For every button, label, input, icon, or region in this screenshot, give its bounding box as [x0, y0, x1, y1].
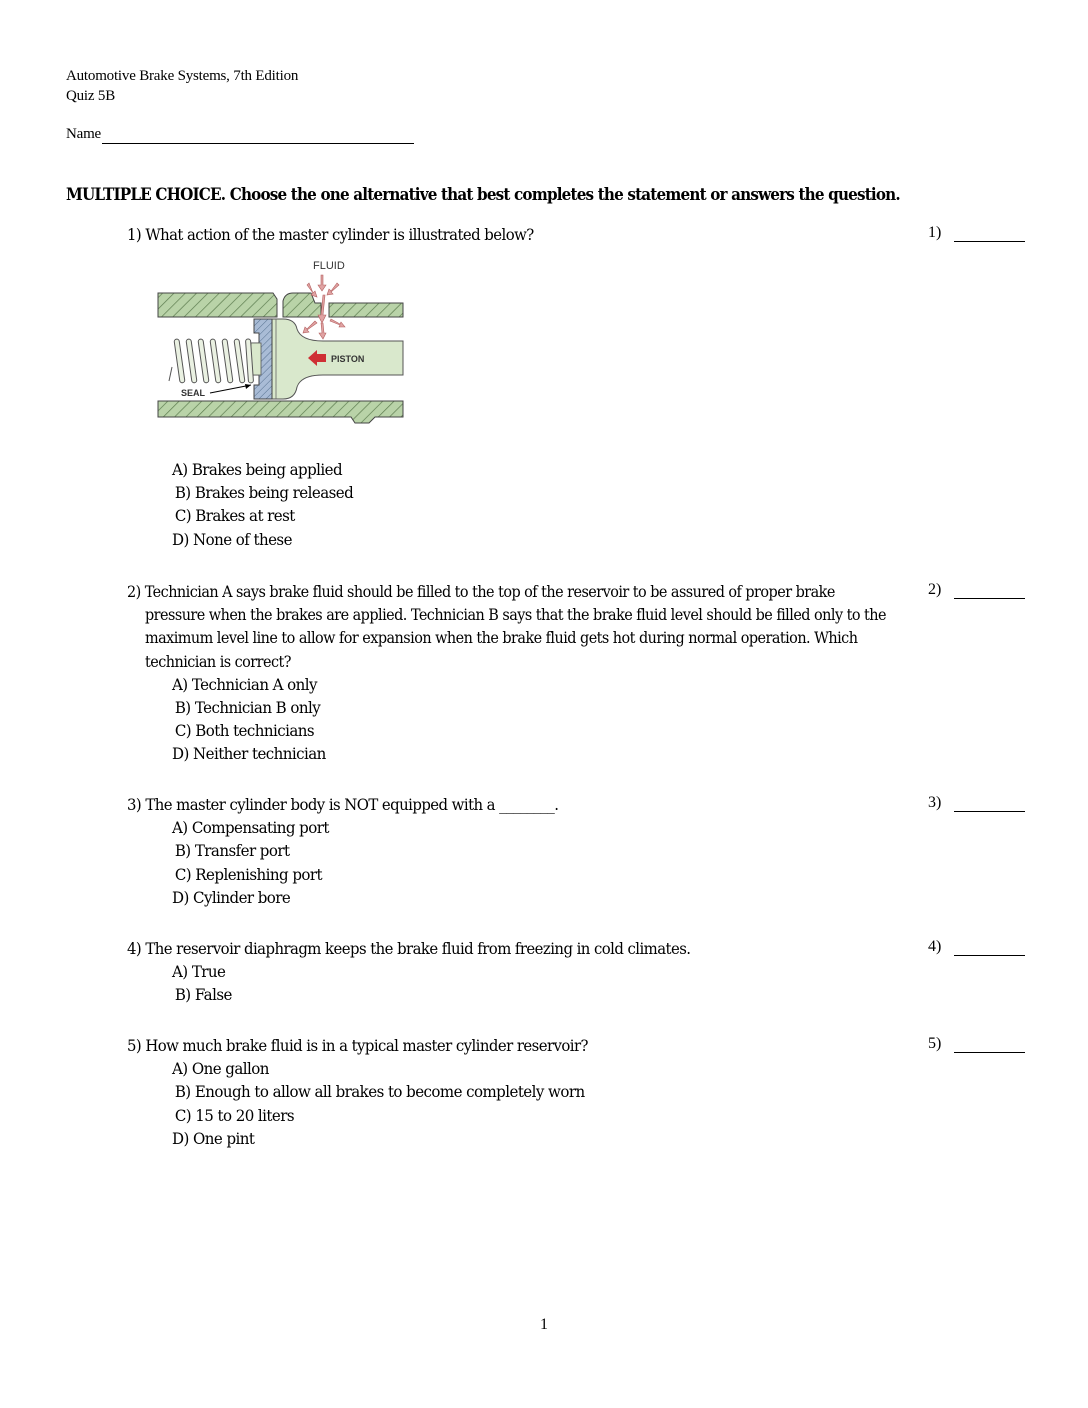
answer-line[interactable] [954, 794, 1025, 812]
question-text: 5) How much brake fluid is in a typical master cylinder reservoir? [127, 1036, 588, 1055]
option-c: C) Brakes at rest [174, 506, 295, 526]
question-text: 4) The reservoir diaphragm keeps the brake fluid from freezing in cold climates. [127, 939, 691, 958]
option-d: D) None of these [172, 529, 292, 549]
option-a: A) One gallon [172, 1059, 269, 1079]
answer-number: 4) [928, 938, 942, 955]
option-c: C) Both technicians [174, 721, 315, 741]
page-number: 1 [540, 1316, 548, 1333]
section-instructions: MULTIPLE CHOICE. Choose the one alternative that best completes the statement or answers the question. [66, 185, 900, 204]
answer-blank-4[interactable] [928, 938, 1025, 956]
answer-blank-1[interactable] [928, 224, 1025, 242]
cylinder-wall-top-left [158, 293, 277, 317]
option-b: B) False [174, 985, 232, 1005]
question-5 [127, 1034, 623, 1150]
answer-line[interactable] [954, 224, 1025, 242]
option-d: D) Cylinder bore [172, 887, 291, 907]
answer-blank-5[interactable] [928, 1035, 1025, 1053]
question-text: 1) What action of the master cylinder is illustrated below? [127, 225, 534, 244]
course-title: Automotive Brake Systems, 7th Edition [66, 68, 299, 84]
answer-number: 2) [928, 581, 942, 598]
option-a: A) Compensating port [172, 818, 329, 838]
answer-blank-3[interactable] [928, 794, 1025, 812]
question-4 [127, 937, 733, 1007]
fluid-label: FLUID [313, 260, 345, 272]
option-a: A) True [172, 962, 226, 982]
quiz-title: Quiz 5B [66, 88, 116, 104]
answer-line[interactable] [954, 1035, 1025, 1053]
cylinder-wall-top-far [329, 303, 403, 317]
option-d: D) Neither technician [172, 744, 326, 764]
option-b: B) Transfer port [174, 841, 290, 861]
answer-line[interactable] [954, 581, 1025, 599]
cylinder-wall-bottom [158, 401, 403, 423]
answer-number: 5) [928, 1035, 942, 1052]
answer-blank-2[interactable] [928, 581, 1025, 599]
question-text: 2) Technician A says brake fluid should be filled to the top of the reservoir to be assured of proper brake pressure when the brakes are applied. Technician B says that the brake fluid level should be filled only to the maximum level line to allow for expansion when the brake fluid gets hot during normal operation. Which technician is correct? [127, 582, 886, 671]
question-1 [127, 223, 564, 246]
master-cylinder-diagram [155, 255, 407, 427]
question-2 [127, 580, 977, 766]
answer-line[interactable] [954, 938, 1025, 956]
option-d: D) One pint [172, 1128, 255, 1148]
option-b: B) Enough to allow all brakes to become completely worn [174, 1082, 585, 1102]
option-c: C) 15 to 20 liters [174, 1105, 295, 1125]
option-b: B) Technician B only [174, 698, 321, 718]
return-spring [169, 339, 254, 383]
name-field-row [66, 124, 414, 144]
question-3 [127, 793, 591, 909]
name-label: Name [66, 126, 102, 142]
question-text: 3) The master cylinder body is NOT equipped with a ________. [127, 795, 559, 814]
option-a: A) Technician A only [172, 674, 317, 694]
question-1-options [127, 458, 365, 551]
answer-number: 1) [928, 224, 942, 241]
option-b: B) Brakes being released [174, 483, 354, 503]
seal-label: SEAL [181, 388, 206, 398]
name-input-line[interactable] [102, 125, 414, 144]
option-c: C) Replenishing port [174, 864, 322, 884]
answer-number: 3) [928, 794, 942, 811]
option-a: A) Brakes being applied [172, 460, 343, 479]
piston-label: PISTON [331, 354, 365, 364]
